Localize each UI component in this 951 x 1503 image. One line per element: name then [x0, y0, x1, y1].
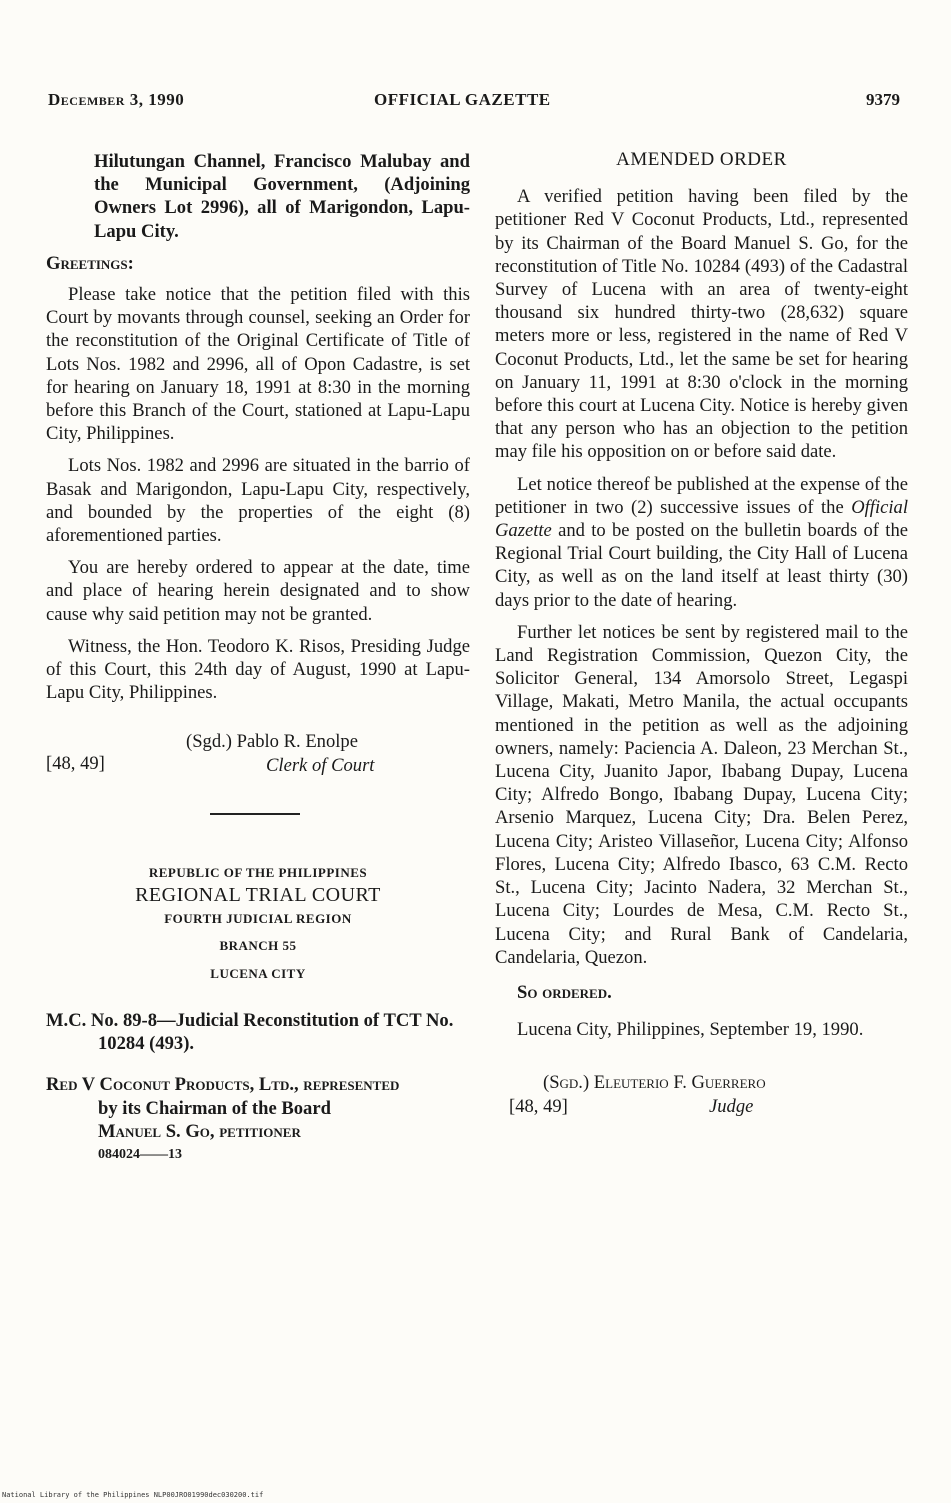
issue-date: December 3, 1990	[48, 90, 185, 109]
issue-reference-2: [48, 49]	[509, 1095, 568, 1117]
petitioner-line-3: Manuel S. Go, petitioner	[98, 1120, 301, 1142]
section-divider	[210, 813, 300, 815]
gazette-name: Official Gazette	[495, 496, 908, 542]
issue-reference: [48, 49]	[46, 753, 105, 775]
document-code: 084024——13	[98, 1146, 182, 1162]
city-heading: LUCENA CITY	[210, 965, 306, 981]
branch-heading: BRANCH 55	[219, 938, 297, 954]
order-title: AMENDED ORDER	[616, 149, 787, 170]
order-paragraph-1: A verified petition having been filed by the petitioner Red V Coconut Products, Ltd., represented by its Chairman of the Board Manuel S. Go, for the reconstitution of Title No. 10284 (493) of the Cadastral Survey of Lucena with an area of twenty-eight thousand six hundred thirty-two (28,632) square meters more or less, registered in the name of Red V Coconut Products, Ltd., let the same be set for hearing on January 11, 1991 at 8:30 o'clock in the morning before this court at Lucena City. Notice is hereby given that any person who has an objection to the petition may file his opposition on or before said date.	[495, 186, 908, 463]
right-column	[495, 148, 908, 1118]
court-heading: REGIONAL TRIAL COURT	[135, 884, 381, 907]
order-paragraph-2: Let notice thereof be published at the expense of the petitioner in two (2) successive issues of the Official Gazette and to be posted on the bulletin boards of the Regional Trial Court building, the City Hall of Lucena City, as well as on the land itself at least thirty (30) days prior to the date of hearing.	[495, 473, 908, 611]
judge-title: Judge	[709, 1095, 754, 1117]
petitioner-block	[46, 1073, 470, 1143]
case-number: M.C. No. 89-8—Judicial Reconstitution of TCT No. 10284 (493).	[46, 1009, 454, 1055]
clerk-title: Clerk of Court	[266, 754, 375, 776]
notice-paragraph-4: Witness, the Hon. Teodoro K. Risos, Presiding Judge of this Court, this 24th day of August, 1990 at Lapu-Lapu City, Philippines.	[46, 635, 470, 704]
left-column	[46, 150, 470, 1166]
place-date: Lucena City, Philippines, September 19, 1990.	[517, 1019, 864, 1041]
petitioner-line-2: by its Chairman of the Board	[98, 1097, 331, 1119]
judge-name: (Sgd.) Eleuterio F. Guerrero	[543, 1072, 766, 1094]
republic-heading: REPUBLIC OF THE PHILIPPINES	[148, 864, 368, 880]
clerk-signature	[46, 730, 470, 776]
page-number: 9379	[866, 90, 900, 109]
judge-signature	[495, 1071, 908, 1117]
notice-paragraph-2: Lots Nos. 1982 and 2996 are situated in the barrio of Basak and Marigondon, Lapu-Lapu City, respectively, and bounded by the properties of the eight (8) aforementioned parties.	[46, 455, 470, 547]
clerk-name: (Sgd.) Pablo R. Enolpe	[186, 731, 358, 753]
notice-paragraph-1: Please take notice that the petition filed with this Court by movants through counsel, seeking an Order for the reconstitution of the Original Certificate of Title of Lots Nos. 1982 and 2996, all of Opon Cadastre, is set for hearing on January 18, 1991 at 8:30 in the morning before this Branch of the Court, stationed at Lapu-Lapu City, Philippines.	[46, 284, 470, 445]
order-paragraph-3: Further let notices be sent by registered mail to the Land Registration Commission, Quezon City, the Solicitor General, 134 Amorsolo Street, Legaspi Village, Makati, Metro Manila, the actual occupants mentioned in the petition as well as the adjoining owners, namely: Paciencia A. Daleon, 23 Merchan St., Lucena City, Juanito Japor, Ibabang Dupay, Lucena City; Alfredo Bongo, Ibabang Dupay, Lucena City; Arsenio Marquez, Lucena City; Dra. Belen Perez, Lucena City; Aristeo Villaseñor, Lucena City; Alfonso Flores, Lucena City; Alfredo Ibasco, 63 C.M. Recto St., Lucena City; Jacinto Nadera, 32 Merchan St., Lucena City; Lourdes de Mesa, C.M. Recto St., Lucena City; and Rural Bank of Candelaria, Candelaria, Quezon.	[495, 621, 908, 968]
greeting: Greetings:	[46, 252, 134, 274]
region-heading: FOURTH JUDICIAL REGION	[164, 911, 352, 927]
petitioner-line-1: Red V Coconut Products, Ltd., represented	[46, 1074, 400, 1096]
publication-title: OFFICIAL GAZETTE	[374, 90, 551, 109]
addressees: Hilutungan Channel, Francisco Malubay and the Municipal Government, (Adjoining Owners Lot 2996), all of Marigondon, Lapu-Lapu City.	[94, 151, 470, 242]
so-ordered: So ordered.	[517, 981, 612, 1003]
notice-paragraph-3: You are hereby ordered to appear at the date, time and place of hearing herein designated and to show cause why said petition may not be granted.	[46, 557, 470, 625]
scan-footer: National Library of the Philippines NLP00JRO01990dec030200.tif	[2, 1491, 264, 1499]
